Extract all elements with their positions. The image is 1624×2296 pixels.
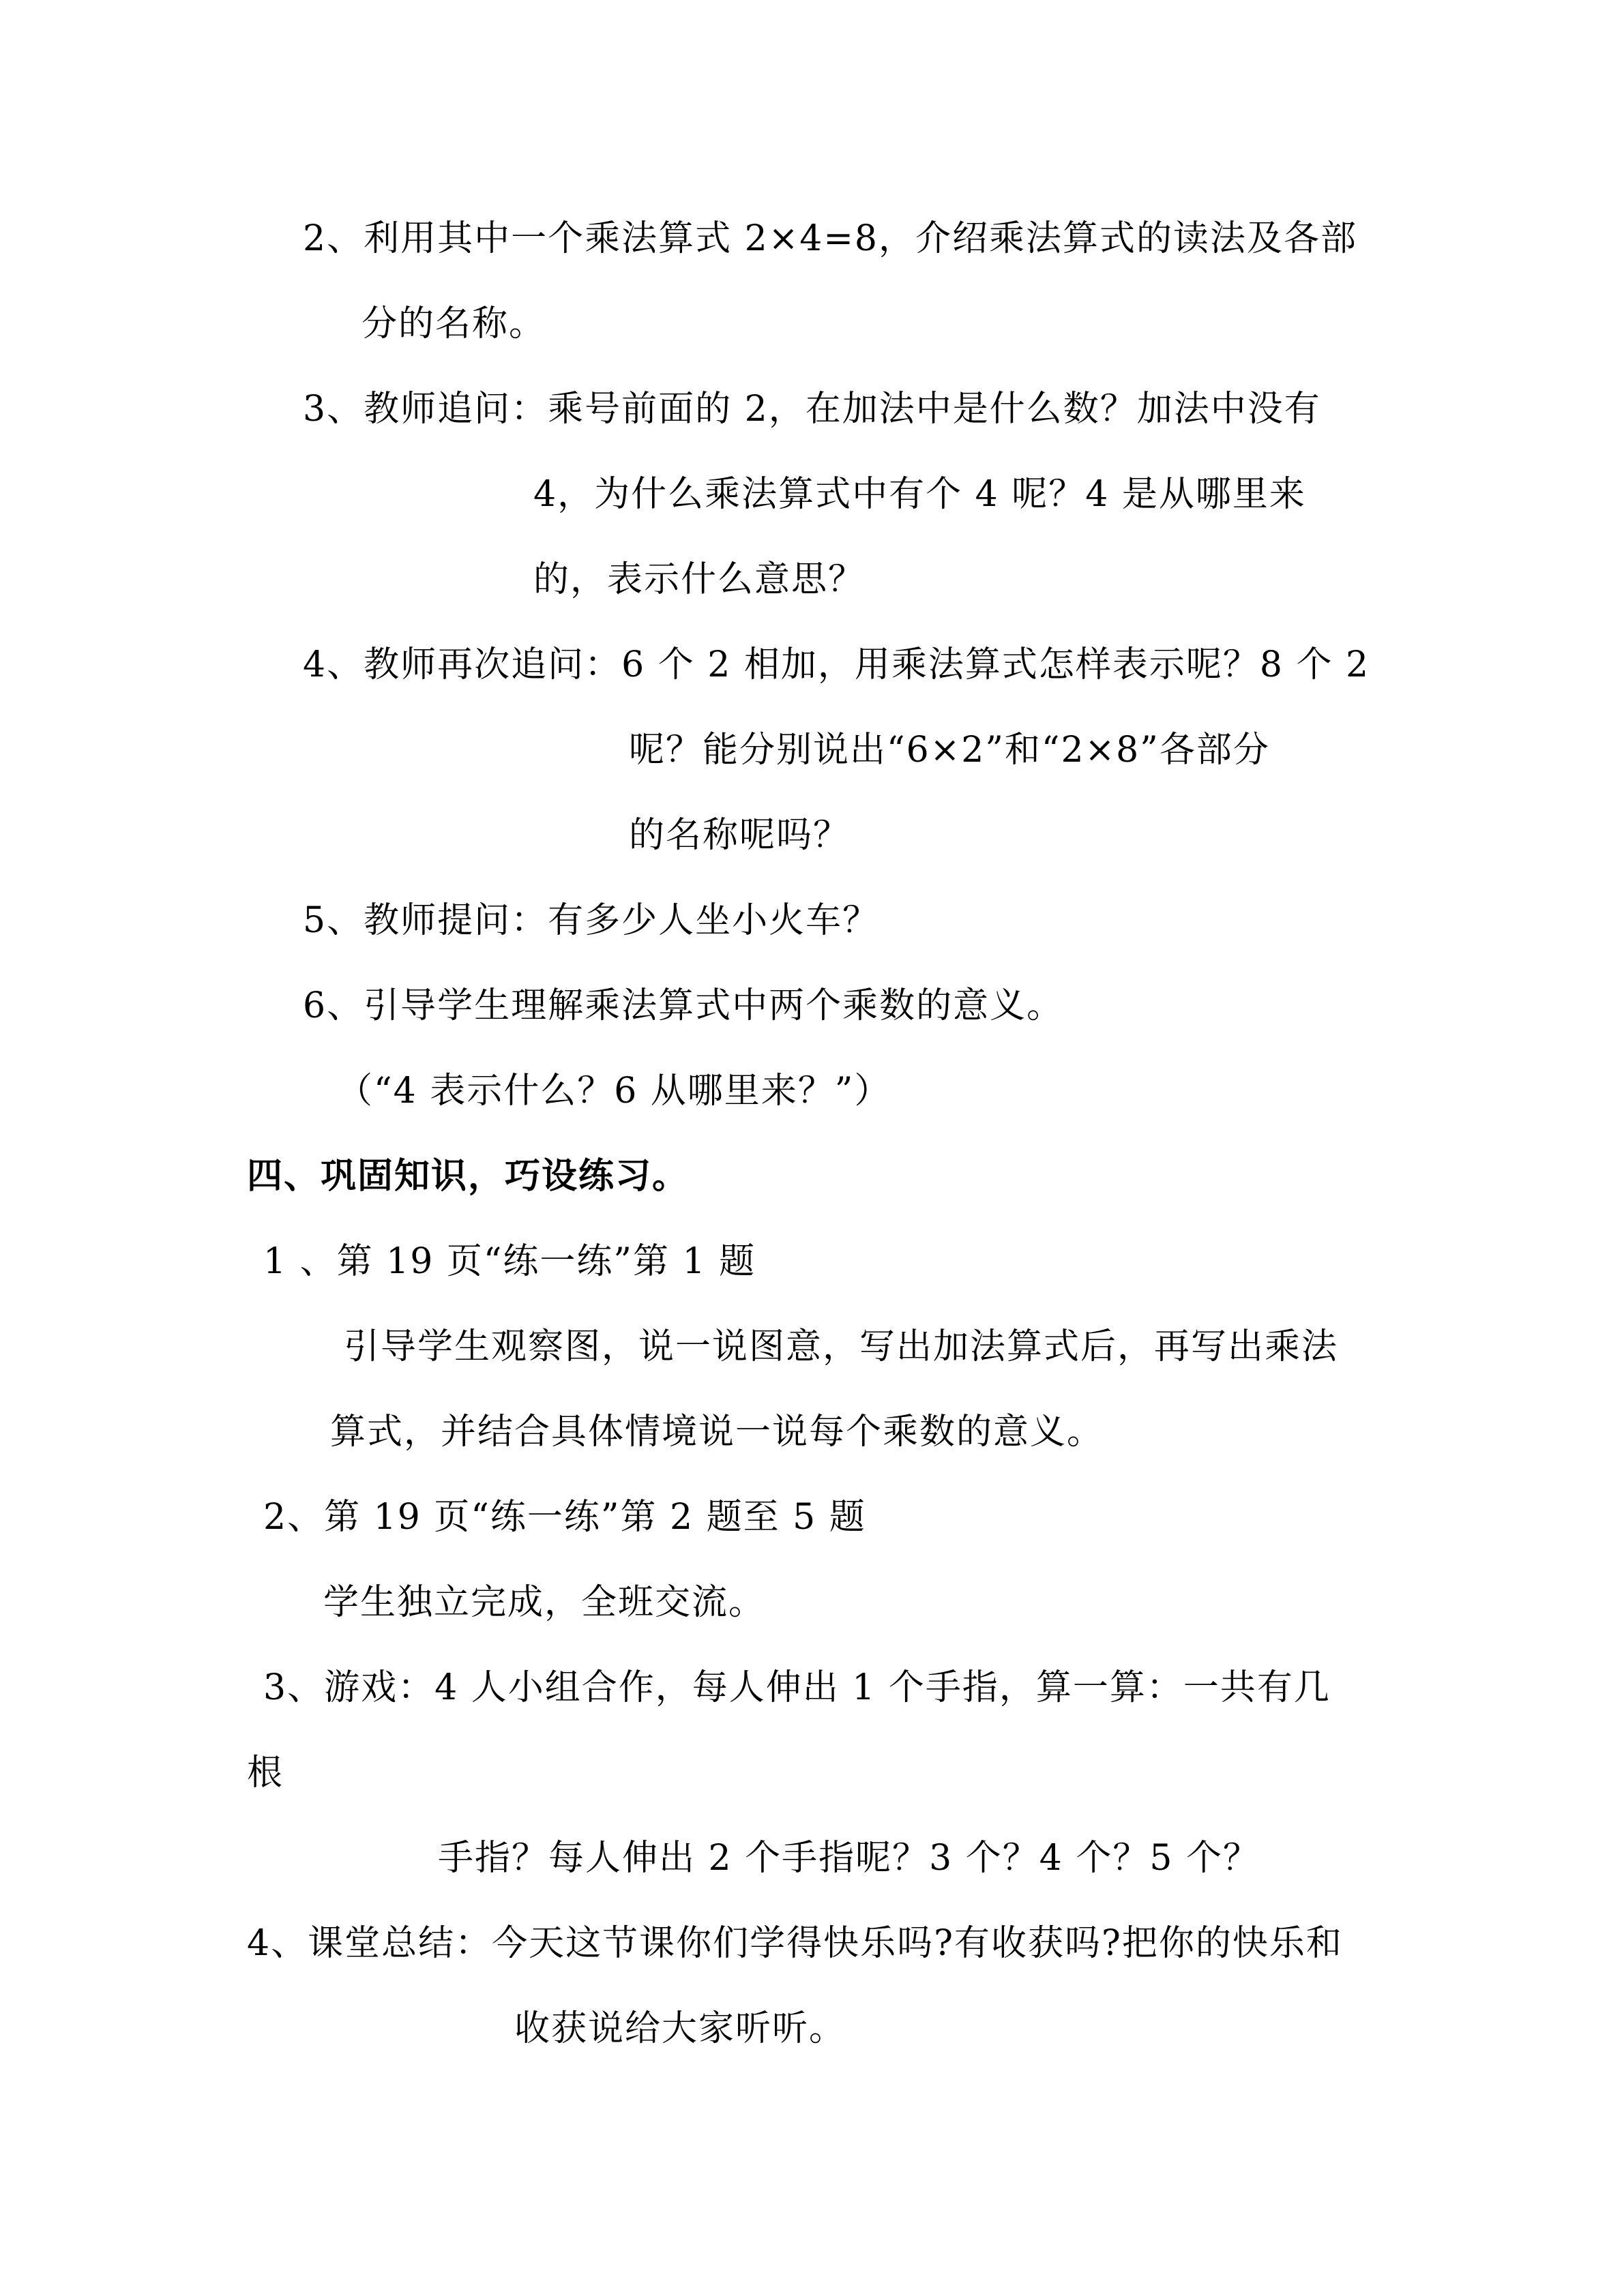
exercise-3-line-3: 手指？每人伸出 2 个手指呢？3 个？4 个？5 个？ (438, 1838, 1260, 1879)
step-3-line-2: 4，为什么乘法算式中有个 4 呢？4 是从哪里来 (533, 474, 1306, 515)
step-4-line-2: 呢？能分别说出“6×2”和“2×8”各部分 (629, 730, 1270, 771)
step-3-line-3: 的，表示什么意思？ (533, 559, 866, 600)
exercise-1-title: 1 、第 19 页“练一练”第 1 题 (263, 1241, 756, 1282)
step-4-line-3: 的名称呢吗？ (629, 815, 851, 856)
step-4-line-1: 4、教师再次追问：6 个 2 相加，用乘法算式怎样表示呢？8 个 2 (303, 644, 1370, 685)
exercise-2-text: 学生独立完成，全班交流。 (323, 1582, 766, 1623)
step-3-line-1: 3、教师追问：乘号前面的 2，在加法中是什么数？加法中没有 (303, 389, 1321, 430)
summary-line-2: 收获说给大家听听。 (514, 2008, 846, 2049)
step-6-note: （“4 表示什么？6 从哪里来？”） (337, 1071, 891, 1112)
section-heading: 四、巩固知识，巧设练习。 (247, 1156, 690, 1197)
step-2-line-1: 2、利用其中一个乘法算式 2×4=8，介绍乘法算式的读法及各部 (303, 218, 1358, 259)
exercise-1-text-2: 算式，并结合具体情境说一说每个乘数的意义。 (330, 1412, 1104, 1452)
exercise-3-line-2: 根 (247, 1753, 284, 1793)
step-5-line: 5、教师提问：有多少人坐小火车？ (303, 900, 880, 941)
step-2-line-2: 分的名称。 (361, 303, 546, 344)
exercise-2-title: 2、第 19 页“练一练”第 2 题至 5 题 (263, 1497, 866, 1538)
step-6-line: 6、引导学生理解乘法算式中两个乘数的意义。 (303, 985, 1064, 1026)
exercise-3-line-1: 3、游戏：4 人小组合作，每人伸出 1 个手指，算一算：一共有几 (263, 1667, 1331, 1708)
exercise-1-text-1: 引导学生观察图，说一说图意，写出加法算式后，再写出乘法 (344, 1326, 1339, 1367)
summary-line-1: 4、课堂总结：今天这节课你们学得快乐吗?有收获吗?把你的快乐和 (247, 1923, 1343, 1964)
